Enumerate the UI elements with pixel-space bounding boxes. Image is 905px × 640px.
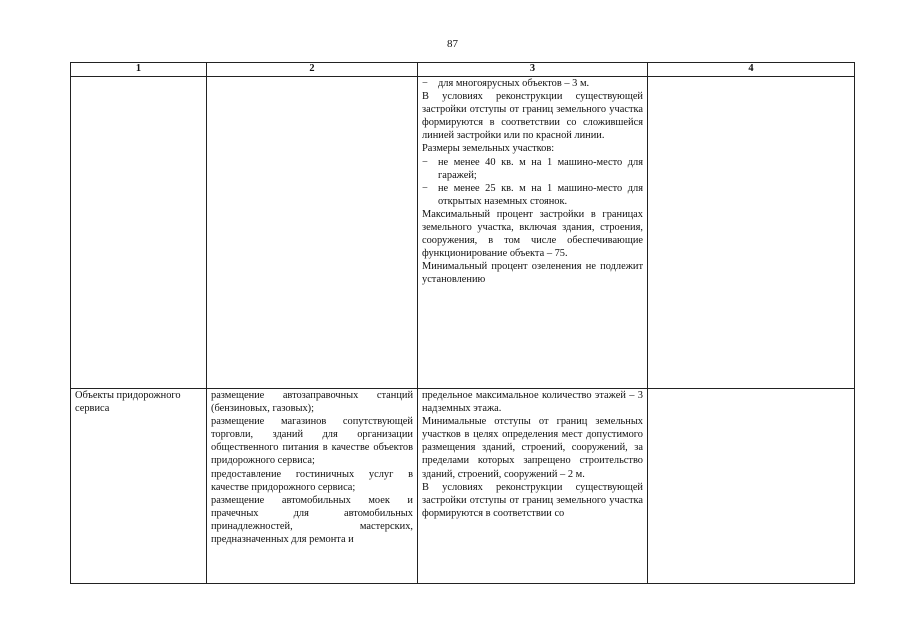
- column-header-4: 4: [648, 63, 855, 77]
- paragraph: размещение автомобильных моек и прачечных для автомобильных принадлежностей, мастерских, предназначенных для ремонта и: [211, 494, 413, 546]
- row2-col3-cell: [418, 389, 648, 584]
- row2-col2-content: [211, 389, 413, 583]
- paragraph: размещение автозаправочных станций (бензиновых, газовых);: [211, 390, 413, 415]
- row2-col4-cell: [648, 389, 855, 584]
- paragraph: предоставление гостиничных услуг в качестве придорожного сервиса;: [211, 468, 413, 493]
- paragraph: Максимальный процент застройки в границах земельного участка, включая здания, строения, сооружения, в том числе обеспечивающие функционирование объекта – 75.: [422, 208, 643, 260]
- page-number: 87: [447, 38, 458, 50]
- paragraph: В условиях реконструкции существующей застройки отступы от границ земельного участка формируются в соответствии со: [422, 481, 643, 519]
- row1-col1-cell: [71, 77, 207, 389]
- row2-col3-content: [422, 389, 643, 583]
- bullet-item: − для многоярусных объектов – 3 м.: [422, 77, 643, 90]
- paragraph: Минимальный процент озеленения не подлежит установлению: [422, 261, 643, 286]
- paragraph: Размеры земельных участков:: [422, 143, 555, 155]
- row2-object-name: Объекты придорожного сервиса: [75, 390, 181, 415]
- row1-col4-cell: [648, 77, 855, 389]
- column-header-2: 2: [207, 63, 418, 77]
- paragraph: В условиях реконструкции существующей застройки отступы от границ земельного участка формируются в соответствии со сложившейся линией застройки или по красной линии.: [422, 91, 643, 142]
- column-header-3: 3: [418, 63, 648, 77]
- row1-col3-cell: [418, 77, 648, 389]
- table-header-row: [71, 63, 855, 77]
- row2-col2-cell: [207, 389, 418, 584]
- row1-col3-content: [422, 77, 643, 287]
- paragraph: Минимальные отступы от границ земельных участков в целях определения мест допустимого размещения зданий, строений, сооружений, за пределами которых запрещено строительство зданий, строений, сооружений – 2 м.: [422, 416, 643, 480]
- bullet-item: − не менее 25 кв. м на 1 машино-место для открытых наземных стоянок.: [422, 182, 643, 208]
- table-row: [71, 389, 855, 584]
- bullet-item: − не менее 40 кв. м на 1 машино-место для гаражей;: [422, 156, 643, 182]
- paragraph: размещение магазинов сопутствующей торговли, зданий для организации общественного питания в качестве объектов придорожного сервиса;: [211, 416, 413, 467]
- column-header-1: 1: [71, 63, 207, 77]
- row1-col2-cell: [207, 77, 418, 389]
- row2-col1-cell: [71, 389, 207, 584]
- paragraph: предельное максимальное количество этажей – 3 надземных этажа.: [422, 390, 643, 415]
- regulations-table: [70, 62, 855, 584]
- table-row: [71, 77, 855, 389]
